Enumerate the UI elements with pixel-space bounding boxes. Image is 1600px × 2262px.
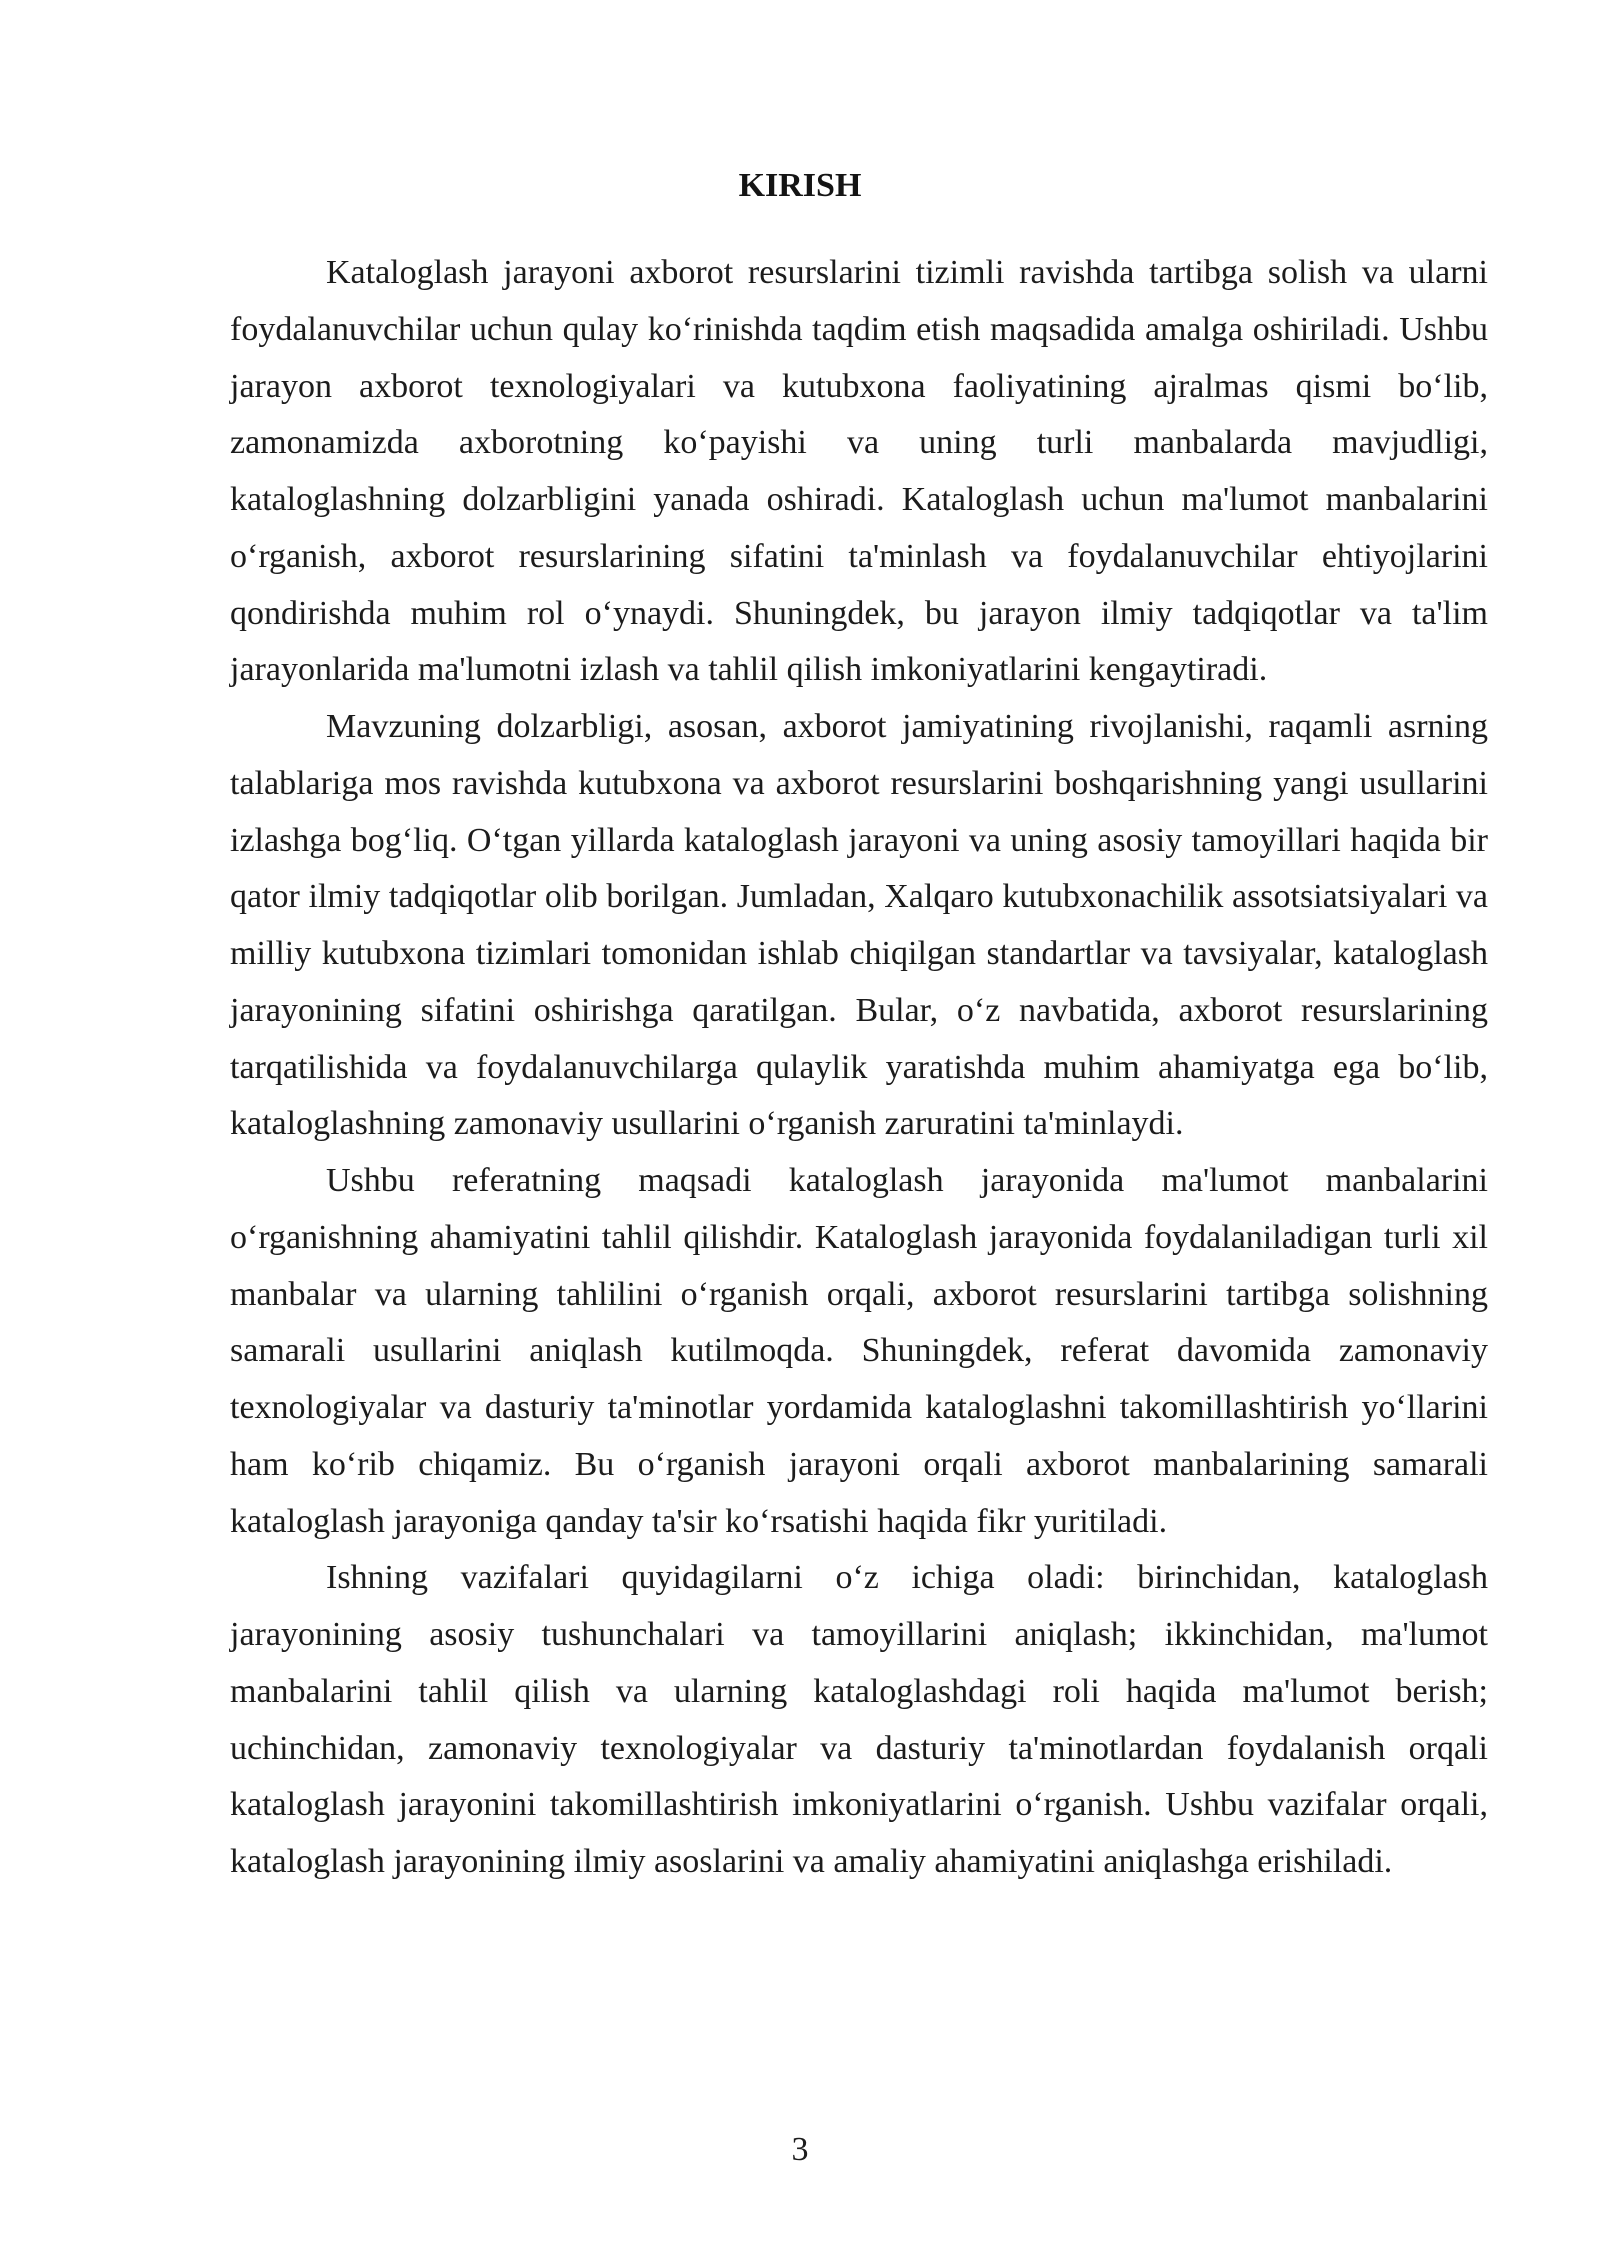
paragraph-tasks: Ishning vazifalari quyidagilarni o‘z ichiga oladi: birinchidan, kataloglash jarayonining asosiy tushunchalari va tamoyillarini aniqlash; ikkinchidan, ma'lumot manbalarini tahlil qilish va ularning kataloglashdagi roli haqida ma'lumot berish; uchinchidan, zamonaviy texnologiyalar va dasturiy ta'minotlardan foydalanish orqali kataloglash jarayonini takomillashtirish imkoniyatlarini o‘rganish. Ushbu vazifalar orqali, kataloglash jarayonining ilmiy asoslarini va amaliy ahamiyatini aniqlashga erishiladi. [230,1559,1488,1880]
page-title: KIRISH [738,167,862,204]
page-number: 3 [791,2131,809,2168]
body-text [230,245,1488,1891]
paragraph-purpose: Ushbu referatning maqsadi kataloglash jarayonida ma'lumot manbalarini o‘rganishning ahamiyatini tahlil qilishdir. Kataloglash jarayonida foydalaniladigan turli xil manbalar va ularning tahlilini o‘rganish orqali, axborot resurslarini tartibga solishning samarali usullarini aniqlash kutilmoqda. Shuningdek, referat davomida zamonaviy texnologiyalar va dasturiy ta'minotlar yordamida kataloglashni takomillashtirish yo‘llarini ham ko‘rib chiqamiz. Bu o‘rganish jarayoni orqali axborot manbalarining samarali kataloglash jarayoniga qanday ta'sir ko‘rsatishi haqida fikr yuritiladi. [230,1162,1488,1540]
paragraph-relevance: Mavzuning dolzarbligi, asosan, axborot jamiyatining rivojlanishi, raqamli asrning talablariga mos ravishda kutubxona va axborot resurslarini boshqarishning yangi usullarini izlashga bog‘liq. O‘tgan yillarda kataloglash jarayoni va uning asosiy tamoyillari haqida bir qator ilmiy tadqiqotlar olib borilgan. Jumladan, Xalqaro kutubxonachilik assotsiatsiyalari va milliy kutubxona tizimlari tomonidan ishlab chiqilgan standartlar va tavsiyalar, kataloglash jarayonining sifatini oshirishga qaratilgan. Bular, o‘z navbatida, axborot resurslarining tarqatilishida va foydalanuvchilarga qulaylik yaratishda muhim ahamiyatga ega bo‘lib, kataloglashning zamonaviy usullarini o‘rganish zaruratini ta'minlaydi. [230,708,1488,1143]
paragraph-introduction: Kataloglash jarayoni axborot resurslarini tizimli ravishda tartibga solish va ularni foydalanuvchilar uchun qulay ko‘rinishda taqdim etish maqsadida amalga oshiriladi. Ushbu jarayon axborot texnologiyalari va kutubxona faoliyatining ajralmas qismi bo‘lib, zamonamizda axborotning ko‘payishi va uning turli manbalarda mavjudligi, kataloglashning dolzarbligini yanada oshiradi. Kataloglash uchun ma'lumot manbalarini o‘rganish, axborot resurslarining sifatini ta'minlash va foydalanuvchilar ehtiyojlarini qondirishda muhim rol o‘ynaydi. Shuningdek, bu jarayon ilmiy tadqiqotlar va ta'lim jarayonlarida ma'lumotni izlash va tahlil qilish imkoniyatlarini kengaytiradi. [230,254,1488,689]
